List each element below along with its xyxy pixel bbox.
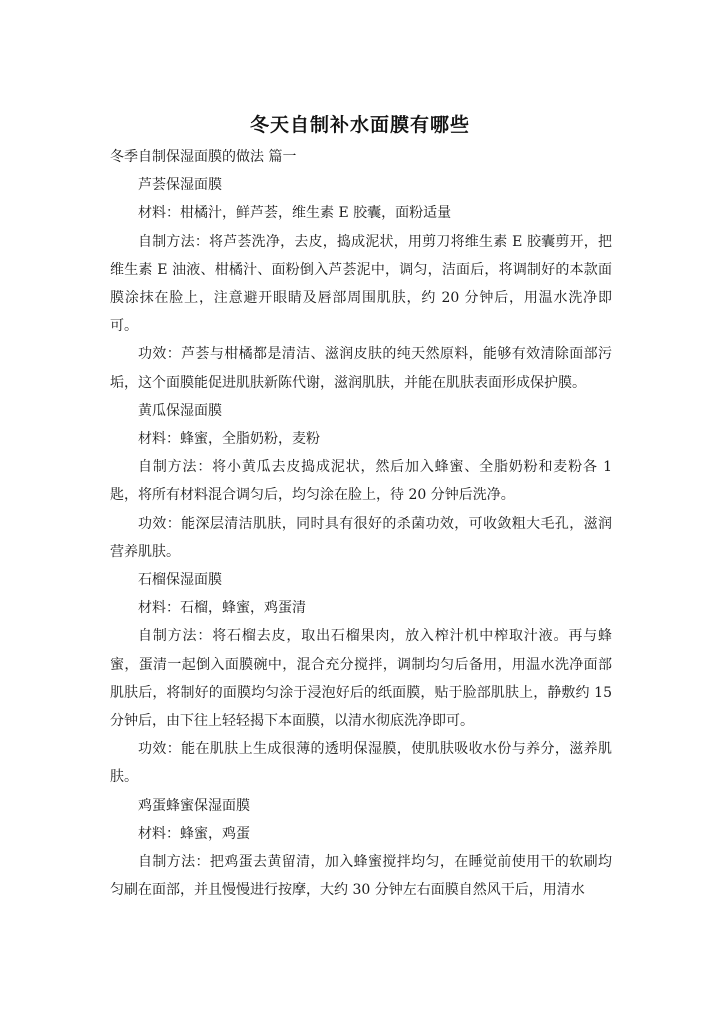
pomegranate-ingredients: 材料：石榴，蜂蜜，鸡蛋清 [138,600,306,617]
subheading-cucumber-mask: 黄瓜保湿面膜 [138,402,222,419]
aloe-effect: 功效：芦荟与柑橘都是清洁、滋润皮肤的纯天然原料，能够有效清除面部污垢，这个面膜能促进肌肤新陈代谢，滋润肌肤，并能在肌肤表面形成保护膜。 [110,346,612,391]
subheading-egg-honey-mask: 鸡蛋蜂蜜保湿面膜 [138,797,250,814]
cucumber-effect: 功效：能深层清洁肌肤，同时具有很好的杀菌功效，可收敛粗大毛孔，滋润营养肌肤。 [110,515,612,560]
subheading-aloe-mask: 芦荟保湿面膜 [138,177,222,194]
pomegranate-effect: 功效：能在肌肤上生成很薄的透明保湿膜，使肌肤吸收水份与养分，滋养肌肤。 [110,741,612,786]
section-heading: 冬季自制保湿面膜的做法 篇一 [110,149,297,165]
egg-honey-ingredients: 材料：蜂蜜，鸡蛋 [138,825,250,842]
cucumber-method: 自制方法：将小黄瓜去皮捣成泥状，然后加入蜂蜜、全脂奶粉和麦粉各 1 匙，将所有材料混合调匀后，均匀涂在脸上，待 20 分钟后洗净。 [110,459,612,504]
pomegranate-method: 自制方法：将石榴去皮，取出石榴果肉，放入榨汁机中榨取汁液。再与蜂蜜，蛋清一起倒入面膜碗中，混合充分搅拌，调制均匀后备用，用温水洗净面部肌肤后，将制好的面膜均匀涂于浸泡好后的纸面膜，贴于脸部肌肤上，静敷约 15 分钟后，由下往上轻轻揭下本面膜，以清水彻底洗净即可。 [110,628,612,730]
egg-honey-method: 自制方法：把鸡蛋去黄留清，加入蜂蜜搅拌均匀，在睡觉前使用干的软刷均匀刷在面部，并且慢慢进行按摩，大约 30 分钟左右面膜自然风干后，用清水 [110,854,612,899]
subheading-pomegranate-mask: 石榴保湿面膜 [138,572,222,589]
cucumber-ingredients: 材料：蜂蜜，全脂奶粉，麦粉 [138,431,320,448]
document-body [110,143,612,904]
document-title: 冬天自制补水面膜有哪些 [249,114,470,136]
aloe-method: 自制方法：将芦荟洗净，去皮，捣成泥状，用剪刀将维生素 E 胶囊剪开，把维生素 E 油液、柑橘汁、面粉倒入芦荟泥中，调匀，洁面后，将调制好的本款面膜涂抹在脸上，注意避开眼睛及唇部周围肌肤，约 20 分钟后，用温水洗净即可。 [110,233,612,335]
aloe-ingredients: 材料：柑橘汁，鲜芦荟，维生素 E 胶囊，面粉适量 [138,205,452,222]
